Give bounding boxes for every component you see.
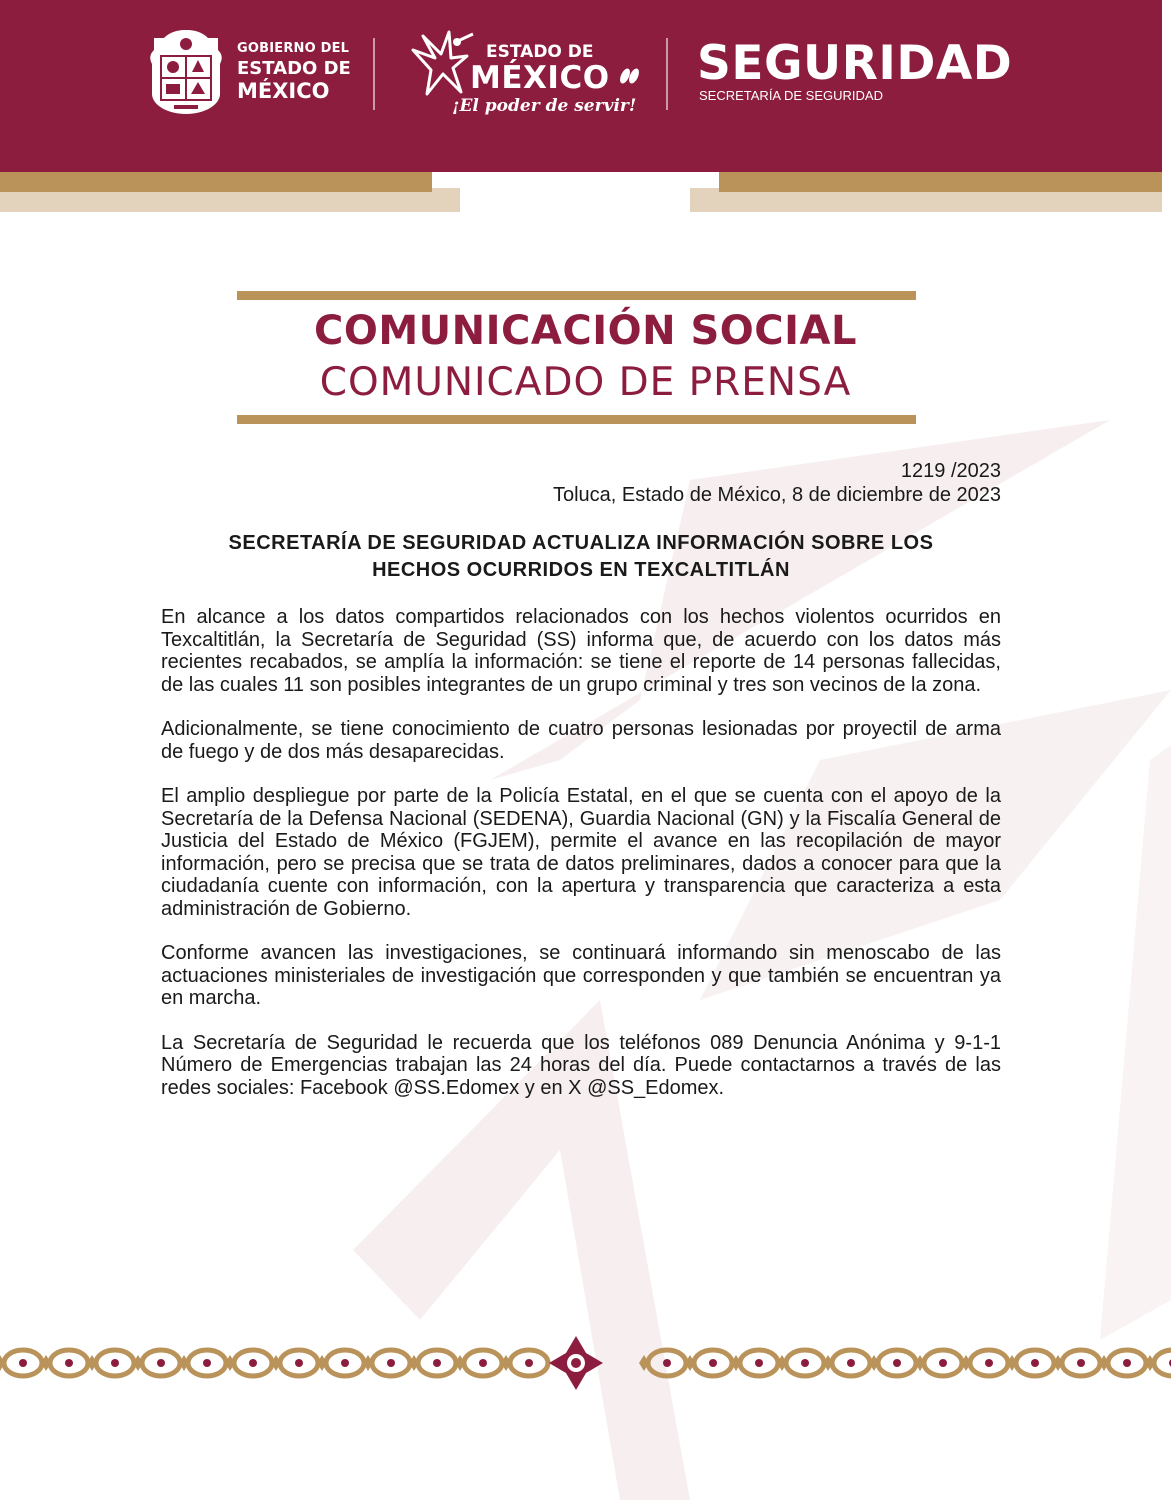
- body-paragraph: El amplio despliegue por parte de la Policía Estatal, en el que se cuenta con el apoyo de la Secretaría de la Defensa Nacional (SEDENA), Guardia Nacional (GN) y la Fiscalía General de Justicia del Estado de México (FGJEM), permite el avance en las recopilación de mayor información, pero se precisa que se trata de datos preliminares, dados a conocer para que la ciudadanía cuente con información, con la apertura y transparencia que caracteriza a esta administración de Gobierno.: [161, 785, 1001, 920]
- gob-line1: GOBIERNO DEL: [237, 41, 350, 56]
- body-paragraph: Adicionalmente, se tiene conocimiento de cuatro personas lesionadas por proyectil de arma de fuego y de dos más desaparecidas.: [161, 718, 1001, 763]
- center-flower-icon: [549, 1336, 603, 1390]
- edo-line2: MÉXICO: [470, 60, 610, 96]
- body-paragraph: En alcance a los datos compartidos relacionados con los hechos violentos ocurridos en Texcaltitlán, la Secretaría de Seguridad (SS) informa que, de acuerdo con los datos más recientes recabados, se amplía la información: se tiene el reporte de 14 personas fallecidas, de las cuales 11 son posibles integrantes de un grupo criminal y tres son vecinos de la zona.: [161, 606, 1001, 696]
- border-motif: [0, 1350, 42, 1376]
- release-body: [161, 606, 1001, 1121]
- border-motif: [1099, 1350, 1146, 1376]
- border-motif: [823, 1350, 870, 1376]
- border-motif: [363, 1350, 410, 1376]
- border-motif: [317, 1350, 364, 1376]
- hummingbird-icon: [405, 28, 475, 98]
- header-accent-bar: [0, 172, 432, 192]
- ornamental-border: [0, 1336, 1171, 1390]
- release-number: 1219 /2023: [900, 460, 1001, 482]
- border-motif: [1007, 1350, 1054, 1376]
- body-paragraph: Conforme avancen las investigaciones, se continuará informando sin menoscabo de las actuaciones ministeriales de investigación que corresponden y que también se encuentran ya en marcha.: [161, 942, 1001, 1009]
- title-rule-bottom: [237, 415, 916, 424]
- document-subtitle: COMUNICADO DE PRENSA: [319, 360, 852, 405]
- edo-line1: ESTADO DE: [486, 42, 594, 62]
- laurel-icon: [617, 64, 641, 88]
- title-rule-top: [237, 291, 916, 300]
- border-motif: [915, 1350, 962, 1376]
- headline-line1: SECRETARÍA DE SEGURIDAD ACTUALIZA INFORMACIÓN SOBRE LOS: [228, 532, 934, 554]
- header-divider: [373, 38, 375, 110]
- border-motif: [1145, 1350, 1171, 1376]
- header-divider: [666, 38, 668, 110]
- edo-slogan: ¡El poder de servir!: [452, 96, 637, 116]
- border-motif: [685, 1350, 732, 1376]
- border-motif: [409, 1350, 456, 1376]
- header-accent-bar: [719, 172, 1162, 192]
- gob-line2: ESTADO DE: [237, 58, 351, 79]
- border-motif: [1053, 1350, 1100, 1376]
- border-motif: [271, 1350, 318, 1376]
- border-motif: [639, 1350, 686, 1376]
- state-seal-icon: [146, 28, 226, 116]
- border-motif: [87, 1350, 134, 1376]
- release-headline: [161, 530, 1001, 584]
- seguridad-title: SEGURIDAD: [697, 36, 1013, 91]
- border-motif: [869, 1350, 916, 1376]
- border-motif: [179, 1350, 226, 1376]
- border-motif: [961, 1350, 1008, 1376]
- body-paragraph: La Secretaría de Seguridad le recuerda que los teléfonos 089 Denuncia Anónima y 9-1-1 Número de Emergencias trabajan las 24 horas del día. Puede contactarnos a través de las redes sociales: Facebook @SS.Edomex y en X @SS_Edomex.: [161, 1031, 1001, 1099]
- seguridad-subtitle: SECRETARÍA DE SEGURIDAD: [699, 88, 883, 103]
- document-title: COMUNICACIÓN SOCIAL: [314, 308, 857, 354]
- edomex-wordmark: [470, 44, 610, 94]
- border-motif: [225, 1350, 272, 1376]
- border-motif: [455, 1350, 502, 1376]
- border-motif: [133, 1350, 180, 1376]
- border-motif: [731, 1350, 778, 1376]
- gob-line3: MÉXICO: [237, 79, 330, 103]
- border-motif: [501, 1350, 548, 1376]
- border-motif: [777, 1350, 824, 1376]
- headline-line2: HECHOS OCURRIDOS EN TEXCALTITLÁN: [372, 559, 790, 581]
- release-place-date: Toluca, Estado de México, 8 de diciembre de 2023: [552, 484, 1001, 506]
- release-meta: [553, 459, 1001, 507]
- border-motif: [41, 1350, 88, 1376]
- gob-edomex-wordmark: [237, 42, 351, 102]
